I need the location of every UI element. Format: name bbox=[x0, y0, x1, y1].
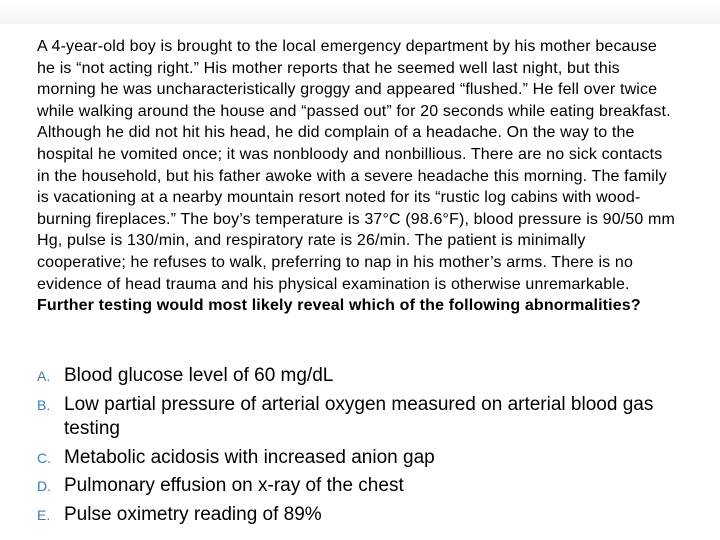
question-prompt: Further testing would most likely reveal which of the following abnormalities? bbox=[37, 297, 641, 315]
slide-top-band bbox=[0, 0, 720, 24]
option-text: Blood glucose level of 60 mg/dL bbox=[64, 365, 334, 386]
question-stem-text: A 4-year-old boy is brought to the local emergency department by his mother because he is “not acting right.” His mother reports that he seemed well last night, but this morning he was uncharacteristically groggy and appeared “flushed.” He fell over twice while walking around the house and “passed out” for 20 seconds while eating breakfast. Although he did not hit his head, he did complain of a headache. On the way to the hospital he vomited once; it was nonbloody and nonbillious. There are no sick contacts in the household, but his father awoke with a severe headache this morning. The family is vacationing at a nearby mountain resort noted for its “rustic log cabins with wood-burning fireplaces.” The boy’s temperature is 37°C (98.6°F), blood pressure is 90/50 mm Hg, pulse is 130/min, and respiratory rate is 26/min. The patient is minimally cooperative; he refuses to walk, preferring to nap in his mother’s arms. There is no evidence of head trauma and his physical examination is otherwise unremarkable. bbox=[37, 38, 675, 293]
option-text: Pulmonary effusion on x-ray of the chest bbox=[64, 475, 404, 496]
option-letter: A. bbox=[37, 368, 51, 384]
question-stem bbox=[37, 36, 677, 317]
option-text: Pulse oximetry reading of 89% bbox=[64, 503, 322, 525]
option-letter: B. bbox=[37, 396, 51, 413]
answer-option-e bbox=[37, 503, 677, 528]
answer-option-b bbox=[37, 393, 677, 442]
answer-option-d bbox=[37, 474, 677, 499]
answer-option-c bbox=[37, 446, 677, 471]
option-letter: E. bbox=[37, 506, 51, 523]
answer-options-list bbox=[37, 364, 677, 531]
answer-option-a bbox=[37, 364, 677, 389]
option-text: Metabolic acidosis with increased anion gap bbox=[64, 446, 435, 468]
option-letter: C. bbox=[37, 449, 51, 466]
option-text: Low partial pressure of arterial oxygen measured on arterial blood gas testing bbox=[64, 393, 654, 439]
option-letter: D. bbox=[37, 478, 51, 494]
